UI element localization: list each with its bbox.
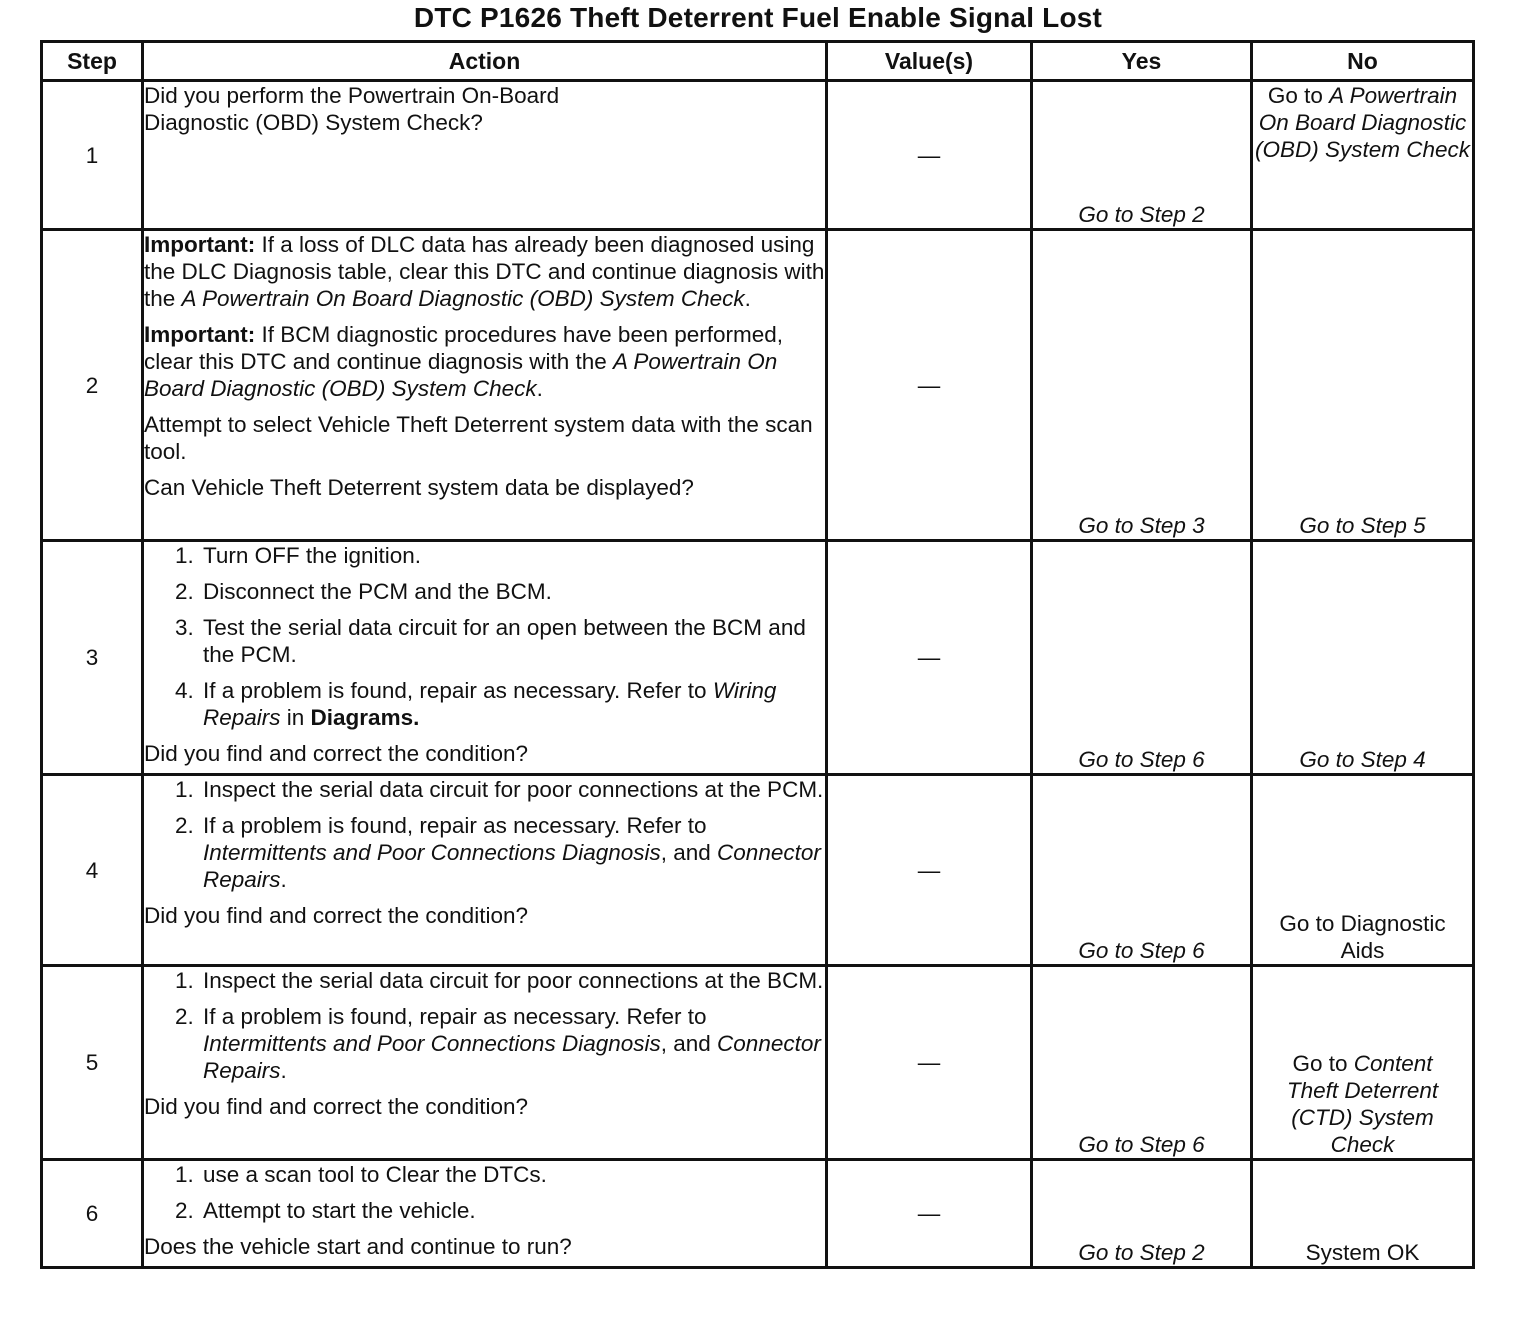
action-cell (143, 775, 827, 966)
diagrams-link[interactable]: Diagrams. (310, 705, 420, 730)
no-link[interactable]: A Powertrain On Board Diagnostic (OBD) System Check (1254, 83, 1471, 162)
value-cell: — (827, 966, 1032, 1160)
column-header-no: No (1252, 42, 1474, 81)
yes-link[interactable]: Go to Step 3 (1032, 230, 1252, 541)
list-item: 1. Turn OFF the ignition. (200, 542, 825, 569)
intermittents-link[interactable]: Intermittents and Poor Connections Diagnosis (203, 840, 661, 865)
table-header-row (42, 42, 1474, 81)
list-item: 1. use a scan tool to Clear the DTCs. (200, 1161, 825, 1188)
step-number: 1 (42, 81, 143, 230)
list-item-text: in (280, 705, 311, 730)
list-item: 1. Inspect the serial data circuit for poor connections at the BCM. (200, 967, 825, 994)
list-item (200, 677, 825, 731)
question-text: Does the vehicle start and continue to run? (144, 1234, 572, 1259)
list-item-text: , and (660, 1031, 718, 1056)
yes-link[interactable]: Go to Step 6 (1032, 541, 1252, 775)
question-text: Did you find and correct the condition? (144, 903, 528, 928)
period: . (280, 1058, 287, 1083)
table-row (42, 966, 1474, 1160)
intermittents-link[interactable]: Intermittents and Poor Connections Diagnosis (203, 1031, 661, 1056)
procedure-list (144, 542, 825, 731)
list-item (200, 1003, 825, 1084)
list-item: 2. Disconnect the PCM and the BCM. (200, 578, 825, 605)
yes-link[interactable]: Go to Step 6 (1032, 966, 1252, 1160)
no-prefix: Go to (1292, 1051, 1354, 1076)
table-row (42, 775, 1474, 966)
list-item-text: If a problem is found, repair as necessary. Refer to (203, 1004, 707, 1029)
yes-link[interactable]: Go to Step 6 (1032, 775, 1252, 966)
no-link[interactable]: Content Theft Deterrent (CTD) System Check (1286, 1051, 1439, 1157)
system-ok-text: System OK (1252, 1160, 1474, 1268)
step-number: 5 (42, 966, 143, 1160)
value-cell: — (827, 81, 1032, 230)
step-number: 3 (42, 541, 143, 775)
table-row (42, 541, 1474, 775)
list-item-text: , and (660, 840, 718, 865)
important-label: Important: (144, 322, 256, 347)
list-item-text: If a problem is found, repair as necessary. Refer to (203, 678, 713, 703)
step-number: 4 (42, 775, 143, 966)
action-cell (143, 230, 827, 541)
procedure-list (144, 967, 825, 1084)
action-cell (143, 1160, 827, 1268)
important-text: If BCM diagnostic procedures have been performed, clear this DTC and continue diagnosis with the (144, 322, 784, 374)
important-label: Important: (144, 232, 256, 257)
question-text: Did you find and correct the condition? (144, 741, 528, 766)
question-text: Did you find and correct the condition? (144, 1094, 528, 1119)
no-link[interactable] (1252, 775, 1474, 966)
wiring-repairs-link[interactable]: Wiring Repairs (203, 678, 777, 730)
important-note (144, 231, 825, 312)
no-prefix: Go to (1267, 83, 1330, 108)
value-cell: — (827, 541, 1032, 775)
value-cell: — (827, 230, 1032, 541)
list-item: 2. Attempt to start the vehicle. (200, 1197, 825, 1224)
list-item-text: If a problem is found, repair as necessary. Refer to (203, 813, 707, 838)
list-item (200, 812, 825, 893)
period: . (744, 286, 751, 311)
no-link[interactable]: Go to Step 5 (1252, 230, 1474, 541)
column-header-values: Value(s) (827, 42, 1032, 81)
connector-repairs-link[interactable]: Connector Repairs (203, 1031, 821, 1083)
list-item: 1. Inspect the serial data circuit for poor connections at the PCM. (200, 776, 825, 803)
action-cell (143, 81, 827, 230)
no-cell (1252, 966, 1474, 1160)
action-text: Did you perform the Powertrain On-Board Diagnostic (OBD) System Check? (144, 83, 560, 135)
column-header-step: Step (42, 42, 143, 81)
diagnostic-table (40, 40, 1475, 1269)
obd-check-link[interactable]: A Powertrain On Board Diagnostic (OBD) System Check (181, 286, 745, 311)
step-number: 2 (42, 230, 143, 541)
no-cell (1252, 81, 1474, 230)
action-cell (143, 966, 827, 1160)
important-text: If a loss of DLC data has already been diagnosed using the DLC Diagnosis table, clear this DTC and continue diagnosis with the (144, 232, 825, 311)
column-header-action: Action (143, 42, 827, 81)
table-row (42, 81, 1474, 230)
column-header-yes: Yes (1032, 42, 1252, 81)
no-link[interactable]: Go to Step 4 (1252, 541, 1474, 775)
page-title: DTC P1626 Theft Deterrent Fuel Enable Signal Lost (413, 2, 1103, 33)
instruction-text: Attempt to select Vehicle Theft Deterrent system data with the scan tool. (144, 412, 813, 464)
no-link-text: Go to Diagnostic Aids (1279, 911, 1446, 963)
yes-link[interactable]: Go to Step 2 (1032, 1160, 1252, 1268)
obd-check-link[interactable]: A Powertrain On Board Diagnostic (OBD) System Check (144, 349, 778, 401)
connector-repairs-link[interactable]: Connector Repairs (203, 840, 821, 892)
value-cell: — (827, 775, 1032, 966)
step-number: 6 (42, 1160, 143, 1268)
yes-link[interactable]: Go to Step 2 (1032, 81, 1252, 230)
period: . (536, 376, 543, 401)
important-note (144, 321, 825, 402)
period: . (280, 867, 287, 892)
procedure-list (144, 776, 825, 893)
action-cell (143, 541, 827, 775)
question-text: Can Vehicle Theft Deterrent system data be displayed? (144, 475, 694, 500)
table-row (42, 230, 1474, 541)
procedure-list (144, 1161, 825, 1224)
table-row (42, 1160, 1474, 1268)
list-item: 3. Test the serial data circuit for an open between the BCM and the PCM. (200, 614, 825, 668)
value-cell: — (827, 1160, 1032, 1268)
